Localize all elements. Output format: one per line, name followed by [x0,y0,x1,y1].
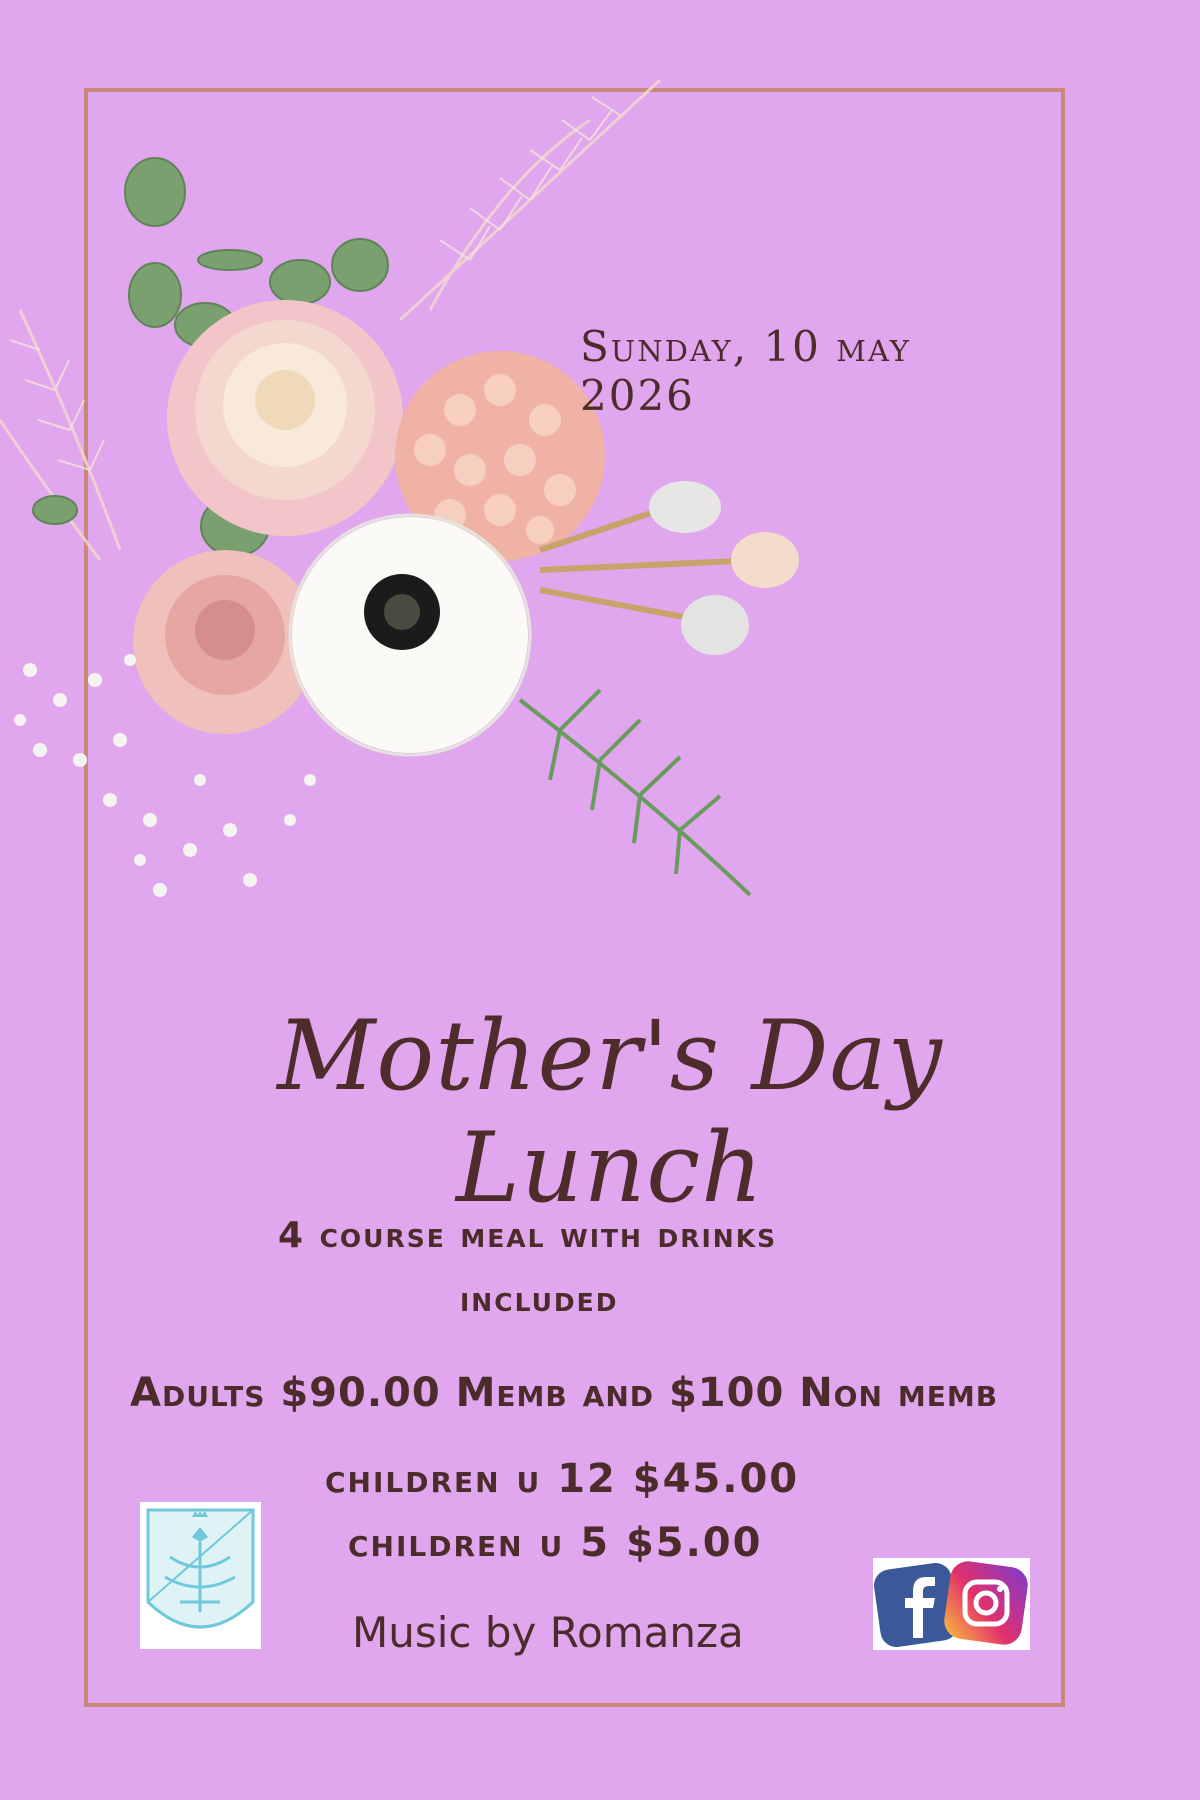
adults-price: Adults $90.00 Memb and $100 Non memb [130,1370,999,1416]
club-crest-eagle-icon [140,1502,261,1649]
music-credit: Music by Romanza [352,1608,744,1657]
children-under-12-price: children u 12 $45.00 [325,1456,800,1502]
floral-bouquet-illustration [0,60,840,920]
instagram-icon [942,1559,1030,1647]
children-under-5-price: children u 5 $5.00 [348,1520,763,1566]
social-media-icons[interactable] [873,1558,1030,1650]
event-date: Sunday, 10 may 2026 [580,322,911,420]
page-title: Mother's Day Lunch [277,1000,943,1224]
meal-description-line1: 4 course meal with drinks [278,1215,778,1256]
meal-description-line2: included [460,1279,619,1320]
